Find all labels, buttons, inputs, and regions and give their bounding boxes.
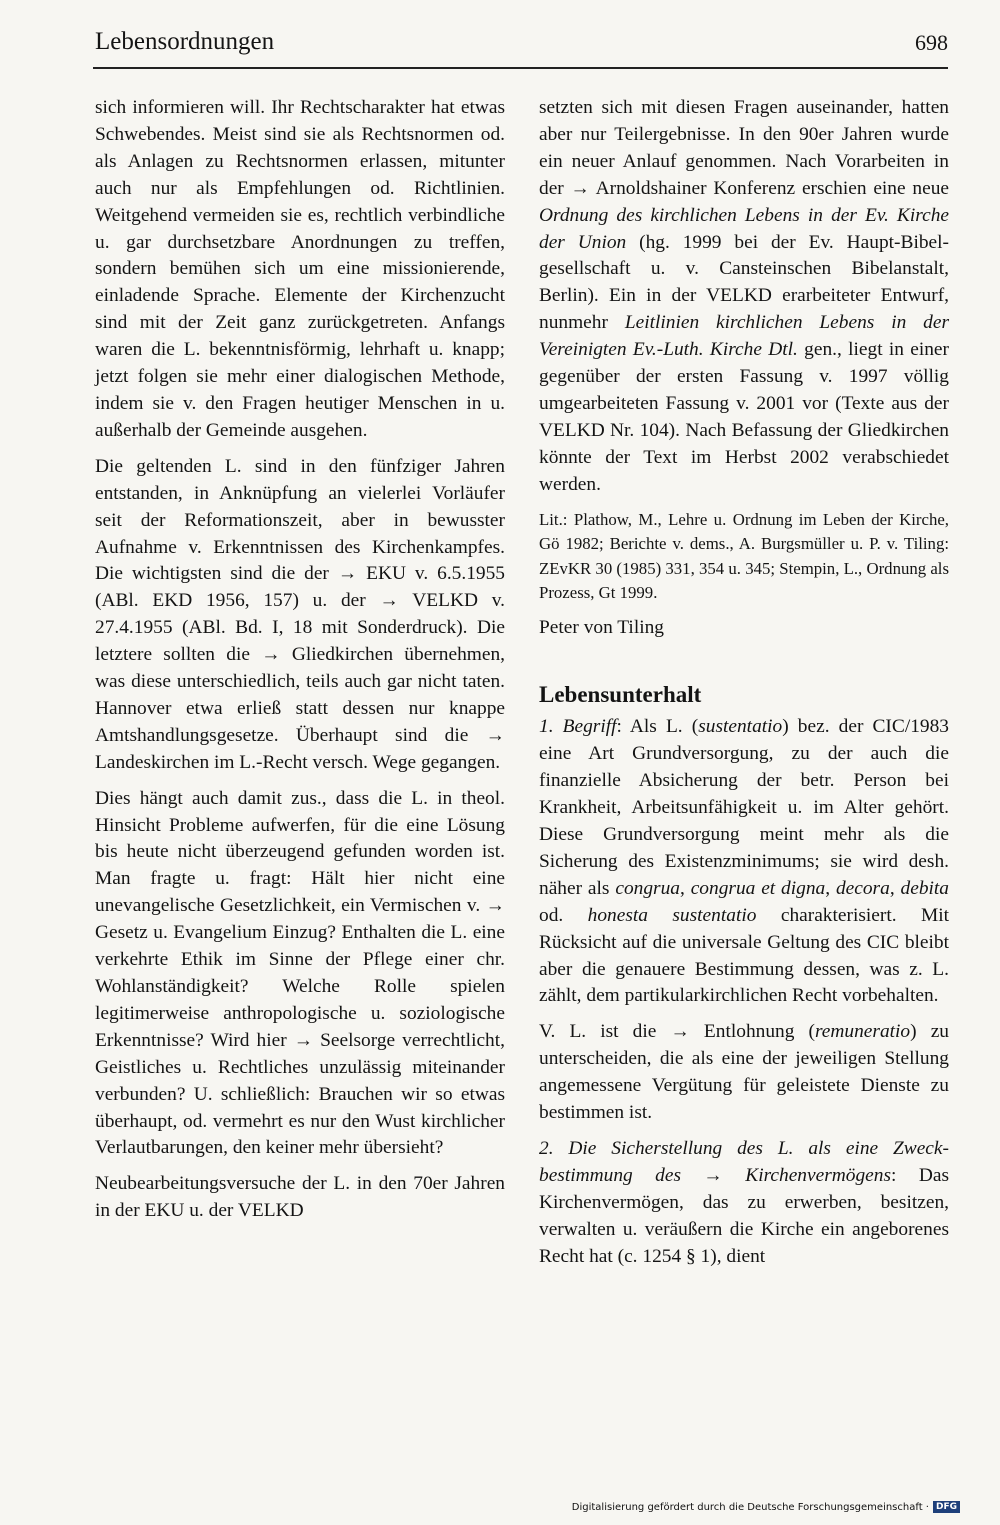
literature-note: Lit.: Plathow, M., Lehre u. Ordnung im Leben der Kirche, Gö 1982; Berichte v. dems., A. Burgsmüller u. P. v. Tiling: ZEvKR 30 (1985) 331, 354 u. 345; Stempin, L., Ordnung als Prozess, Gt 1999.	[539, 509, 949, 603]
italic-title: Ordnung des kirchlichen Lebens in der Ev. Kirche der Union	[539, 204, 949, 253]
italic-term: debita	[900, 877, 949, 899]
italic-term: remuneratio	[814, 1021, 911, 1043]
entry-heading: Lebensunterhalt	[539, 681, 702, 707]
right-paragraph-1	[539, 95, 949, 499]
section-2-paragraph	[539, 1136, 949, 1271]
left-paragraph-4: Neubearbeitungsversuche der L. in den 70er Jahren in der EKU u. der VELKD	[95, 1173, 505, 1222]
section-label: 2. Die Sicherstellung des L. als eine Zweckbestimmung des → Kirchenvermögens	[539, 1138, 949, 1186]
header-rule	[93, 67, 948, 69]
text-span: : Als L. (	[616, 716, 699, 738]
right-column	[539, 95, 949, 1280]
text-span: charakterisiert. Mit Rücksicht auf die universale Geltung des CIC bleibt aber die genauere Bestimmung dessen, was z. L. zählt, dem partikularkirchlichen Recht vorbehalten.	[539, 904, 949, 1007]
section-1-paragraph	[539, 714, 949, 1010]
digitization-footer	[572, 1501, 960, 1513]
italic-term: honesta sustentatio	[587, 904, 757, 926]
italic-term: congrua et digna	[690, 877, 826, 899]
text-span: ,	[889, 877, 901, 899]
left-paragraph-2: Die geltenden L. sind in den fünfziger Jahren entstanden, in Anknüpfung an vielerlei Vorläufer seit der Reformationszeit, aber in bewusster Aufnahme v. Erkenntnissen des Kirchenkampfes. Die wichtigsten sind die der → EKU v. 6.5.1955 (ABl. EKD 1956, 157) u. der → VELKD v. 27.4.1955 (ABl. Bd. I, 18 mit Sonderdruck). Die letztere sollten die → Gliedkirchen übernehmen, was diese unterschiedlich, teils auch gar nicht taten. Hannover etwa erließ statt dessen nur knappe Amtshandlungsgesetze. Überhaupt sind die → Landeskirchen im L.-Recht versch. Wege gegangen.	[95, 455, 505, 773]
text-span: gen., liegt in einer gegenüber der ersten Fassung v. 1997 völlig umgearbeiteten Fassung v. 2001 vor (Texte aus der VELKD Nr. 104). Nach Befassung der Gliedkirchen könnte der Text im Herbst 2002 verabschiedet werden.	[539, 339, 949, 495]
text-span: V. L. ist die → Entlohnung (	[539, 1021, 815, 1043]
author-signature: Peter von Tiling	[539, 616, 664, 638]
text-span: (hg. 1999 bei der Ev. Haupt-Bibelgesellschaft u. v. Cansteinschen Bibelanstalt, Berlin). Ein in der VELKD erarbeiteter Entwurf, nunmehr	[539, 231, 949, 334]
text-span: ) zu unterscheiden, die als eine der jeweiligen Stellung angemessene Vergütung für geleistete Dienste zu bestimmen ist.	[539, 1021, 949, 1124]
section-label: 1. Begriff	[539, 716, 617, 738]
page-number: 698	[915, 30, 948, 55]
italic-term: sustentatio	[698, 716, 783, 738]
text-span: ) bez. der CIC/1983 eine Art Grundversorgung, zu der auch die finanzielle Absicherung der betr. Person bei Krankheit, Arbeitsunfähigkeit u. im Alter gehört. Diese Grundversorgung meint mehr als die Sicherung des Existenzminimums; sie wird desh. näher als	[539, 716, 949, 899]
italic-term: congrua	[615, 877, 680, 899]
text-span: : Das Kirchenvermögen, das zu erwerben, besitzen, verwalten u. veräußern die Kirche ein angeborenes Recht hat (c. 1254 § 1), dient	[539, 1164, 949, 1267]
text-span: od.	[539, 904, 588, 926]
text-span: ,	[679, 877, 691, 899]
text-span: ,	[825, 877, 836, 899]
footer-text: Digitalisierung gefördert durch die Deutsche Forschungsgemeinschaft ·	[571, 1501, 929, 1513]
text-span: setzten sich mit diesen Fragen auseinander, hatten aber nur Teilergebnisse. In den 90er Jahren wurde ein neuer Anlauf genommen. Nach Vorarbeiten in der → Arnoldshainer Konferenz erschien eine neue	[539, 97, 949, 199]
left-paragraph-1: sich informieren will. Ihr Rechtscharakter hat etwas Schwebendes. Meist sind sie als Rechtsnormen od. als Anlagen zu Rechtsnormen erlassen, mitunter auch nur als Empfehlungen od. Richtlinien. Weitgehend vermeiden sie es, rechtlich verbindliche u. gar durchsetzbare Anordnungen zu treffen, sondern bemühen sich um eine missionierende, einladende Sprache. Elemente der Kirchenzucht sind mit der Zeit ganz zurückgetreten. Anfangs waren die L. bekenntnisförmig, lehrhaft u. knapp; jetzt folgen sie mehr einer dialogischen Methode, indem sie v. den Fragen heutiger Menschen in u. außerhalb der Gemeinde ausgehen.	[95, 97, 505, 441]
section-1-paragraph-2	[539, 1019, 949, 1127]
left-paragraph-3: Dies hängt auch damit zus., dass die L. in theol. Hinsicht Probleme aufwerfen, für die eine Lösung bis heute nicht überzeugend gefunden worden ist. Man fragte u. fragt: Hält hier nicht eine unevangelische Gesetzlichkeit, ein Vermischen v. → Gesetz u. Evangelium Einzug? Enthalten die L. eine verkehrte Ethik im Sinne der Pflege einer chr. Wohlanständigkeit? Welche Rolle spielen legitimerweise anthropologische u. soziologische Erkenntnisse? Wird hier → Seelsorge verrechtlicht, Geistliches u. Rechtliches unzulässig miteinander verbunden? U. schließlich: Brauchen wir so etwas überhaupt, od. vermehrt es nur den Wust kirchlicher Verlautbarungen, den keiner mehr übersieht?	[95, 787, 505, 1159]
italic-term: decora	[835, 877, 890, 899]
left-column	[95, 95, 505, 1234]
italic-title: Leitlinien kirchlichen Lebens in der Vereinigten Ev.-Luth. Kirche Dtl.	[539, 312, 949, 361]
running-title: Lebensordnungen	[95, 28, 275, 55]
dfg-logo: DFG	[933, 1501, 960, 1513]
